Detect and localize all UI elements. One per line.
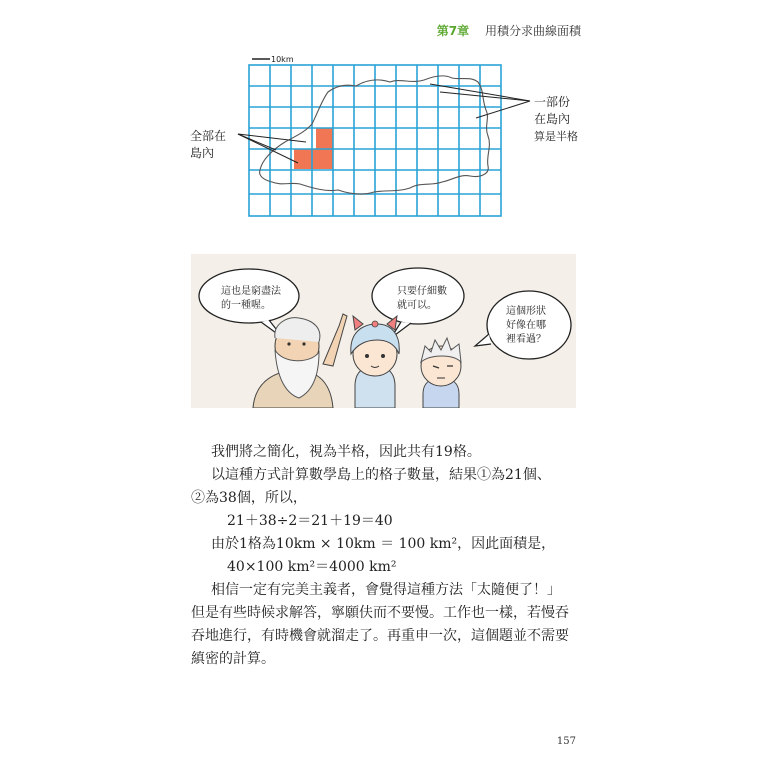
- paragraph-line: ②為38個，所以，: [191, 490, 307, 506]
- island-grid-figure: [0, 0, 767, 240]
- page-number: 157: [556, 736, 576, 747]
- partial-label-line3: 算是半格: [534, 130, 578, 143]
- full-cell-label: [190, 128, 226, 162]
- chapter-number: 第7章: [436, 24, 470, 38]
- bubble-3-text: [506, 305, 546, 347]
- equation-line: 21＋38÷2＝21＋19＝40: [227, 513, 393, 529]
- chapter-title: 用積分求曲線面積: [484, 24, 581, 38]
- paragraph-line: 以這種方式計算數學島上的格子數量，結果①為21個、: [211, 467, 551, 483]
- bubble-3-line2: 好像在哪: [506, 320, 546, 331]
- paragraph-line: 但是有些時候求解答，寧願伕而不要慢。工作也一樣，若慢吞: [191, 605, 569, 621]
- paragraph-line: 縝密的計算。: [191, 651, 275, 667]
- partial-label-line1: 一部份: [534, 95, 571, 109]
- paragraph-line: 相信一定有完美主義者，會覺得這種方法「太隨便了！」: [211, 582, 561, 598]
- bubble-3-line1: 這個形狀: [506, 306, 546, 317]
- partial-cell-label: [534, 94, 578, 145]
- bubble-2-line2: 就可以。: [397, 300, 437, 311]
- equation-line: 40×100 km²＝4000 km²: [227, 559, 397, 575]
- bubble-1-text: [221, 285, 281, 313]
- comic-panel: [191, 254, 576, 408]
- bubble-1-line2: 的一種喔。: [221, 300, 271, 311]
- body-text: [191, 441, 586, 671]
- paragraph-line: 吞地進行，有時機會就溜走了。再重申一次，這個題並不需要: [191, 628, 569, 644]
- old-man-character: [253, 314, 347, 408]
- paragraph-line: 由於1格為10km × 10km ＝ 100 km²，因此面積是，: [211, 536, 556, 552]
- grid-map-svg: [0, 0, 767, 240]
- bubble-2-line1: 只要仔細數: [397, 286, 447, 297]
- bubble-1-line1: 這也是窮盡法: [221, 286, 281, 297]
- partial-label-line2: 在島內: [534, 112, 571, 126]
- boy-character: [421, 338, 461, 408]
- girl-character: [351, 316, 399, 408]
- full-label-line2: 島內: [190, 146, 215, 160]
- annotation-pointers: [238, 84, 530, 163]
- paragraph-line: 我們將之簡化，視為半格，因此共有19格。: [211, 444, 481, 460]
- bubble-3-line3: 裡看過？: [506, 334, 546, 345]
- scale-label: 10km: [271, 55, 294, 64]
- full-label-line1: 全部在: [190, 129, 227, 143]
- bubble-2-text: [397, 285, 447, 313]
